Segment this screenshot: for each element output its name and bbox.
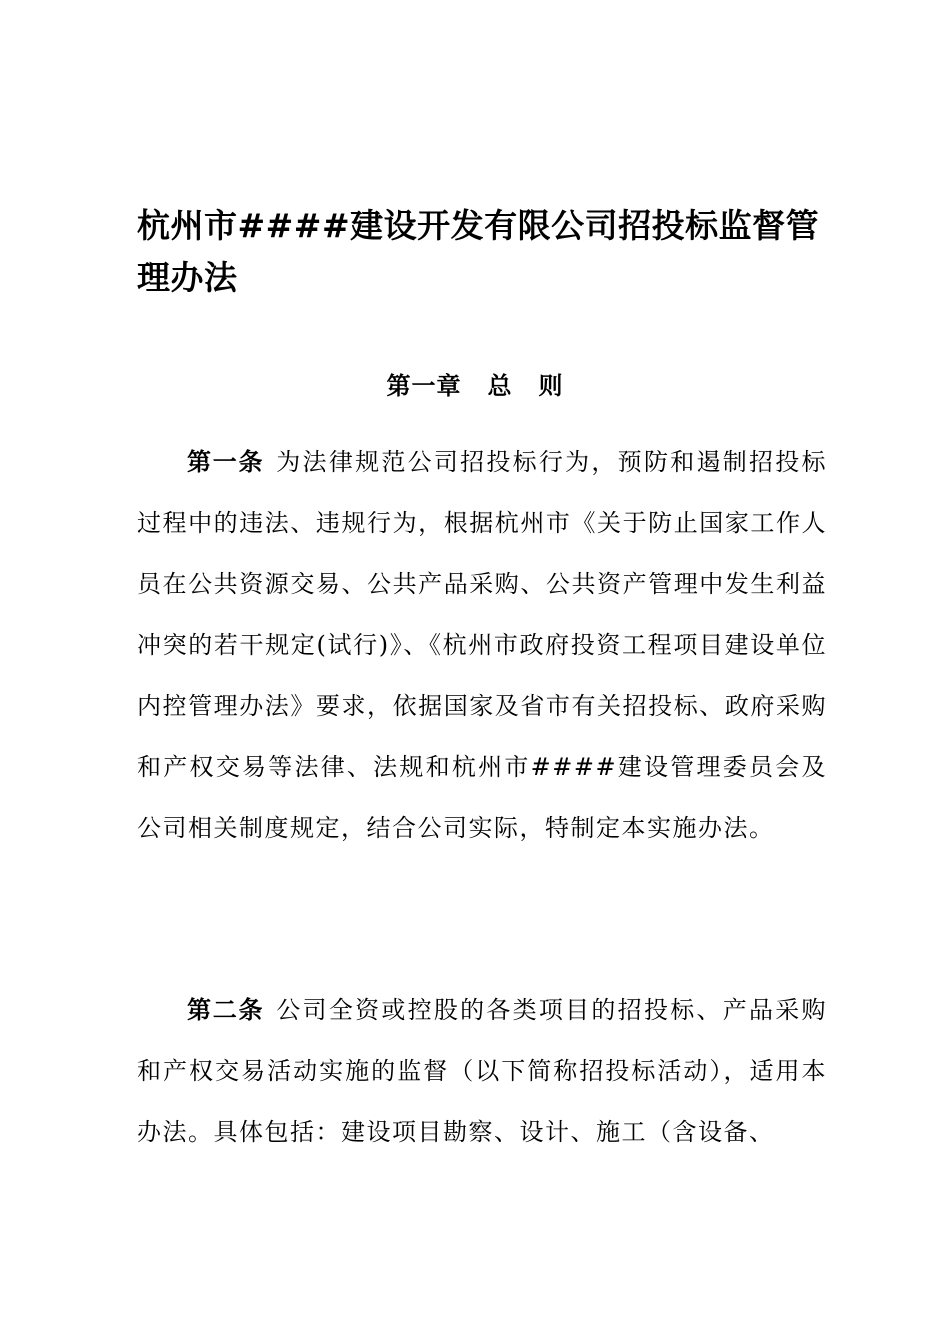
article-label: 第二条 <box>187 996 265 1024</box>
article-paragraph <box>137 980 827 1163</box>
article-paragraph <box>137 432 827 859</box>
chapter-name-part2: 则 <box>538 372 564 400</box>
chapter-label: 第一章 <box>386 372 462 400</box>
article-text: 为法律规范公司招投标行为，预防和遏制招投标过程中的违法、违规行为，根据杭州市《关于防止国家工作人员在公共资源交易、公共产品采购、公共资产管理中发生利益冲突的若干规定(试行)》、《杭州市政府投资工程项目建设单位内控管理办法》要求，依据国家及省市有关招投标、政府采购和产权交易等法律、法规和杭州市####建设管理委员会及公司相关制度规定，结合公司实际，特制定本实施办法。 <box>137 448 828 842</box>
chapter-heading <box>0 368 950 404</box>
article-text: 公司全资或控股的各类项目的招投标、产品采购和产权交易活动实施的监督（以下简称招投标活动），适用本办法。具体包括：建设项目勘察、设计、施工（含设备、 <box>137 996 828 1146</box>
document-title: 杭州市####建设开发有限公司招投标监督管理办法 <box>137 206 820 297</box>
article-label: 第一条 <box>187 448 265 476</box>
chapter-name-part1: 总 <box>487 372 513 400</box>
